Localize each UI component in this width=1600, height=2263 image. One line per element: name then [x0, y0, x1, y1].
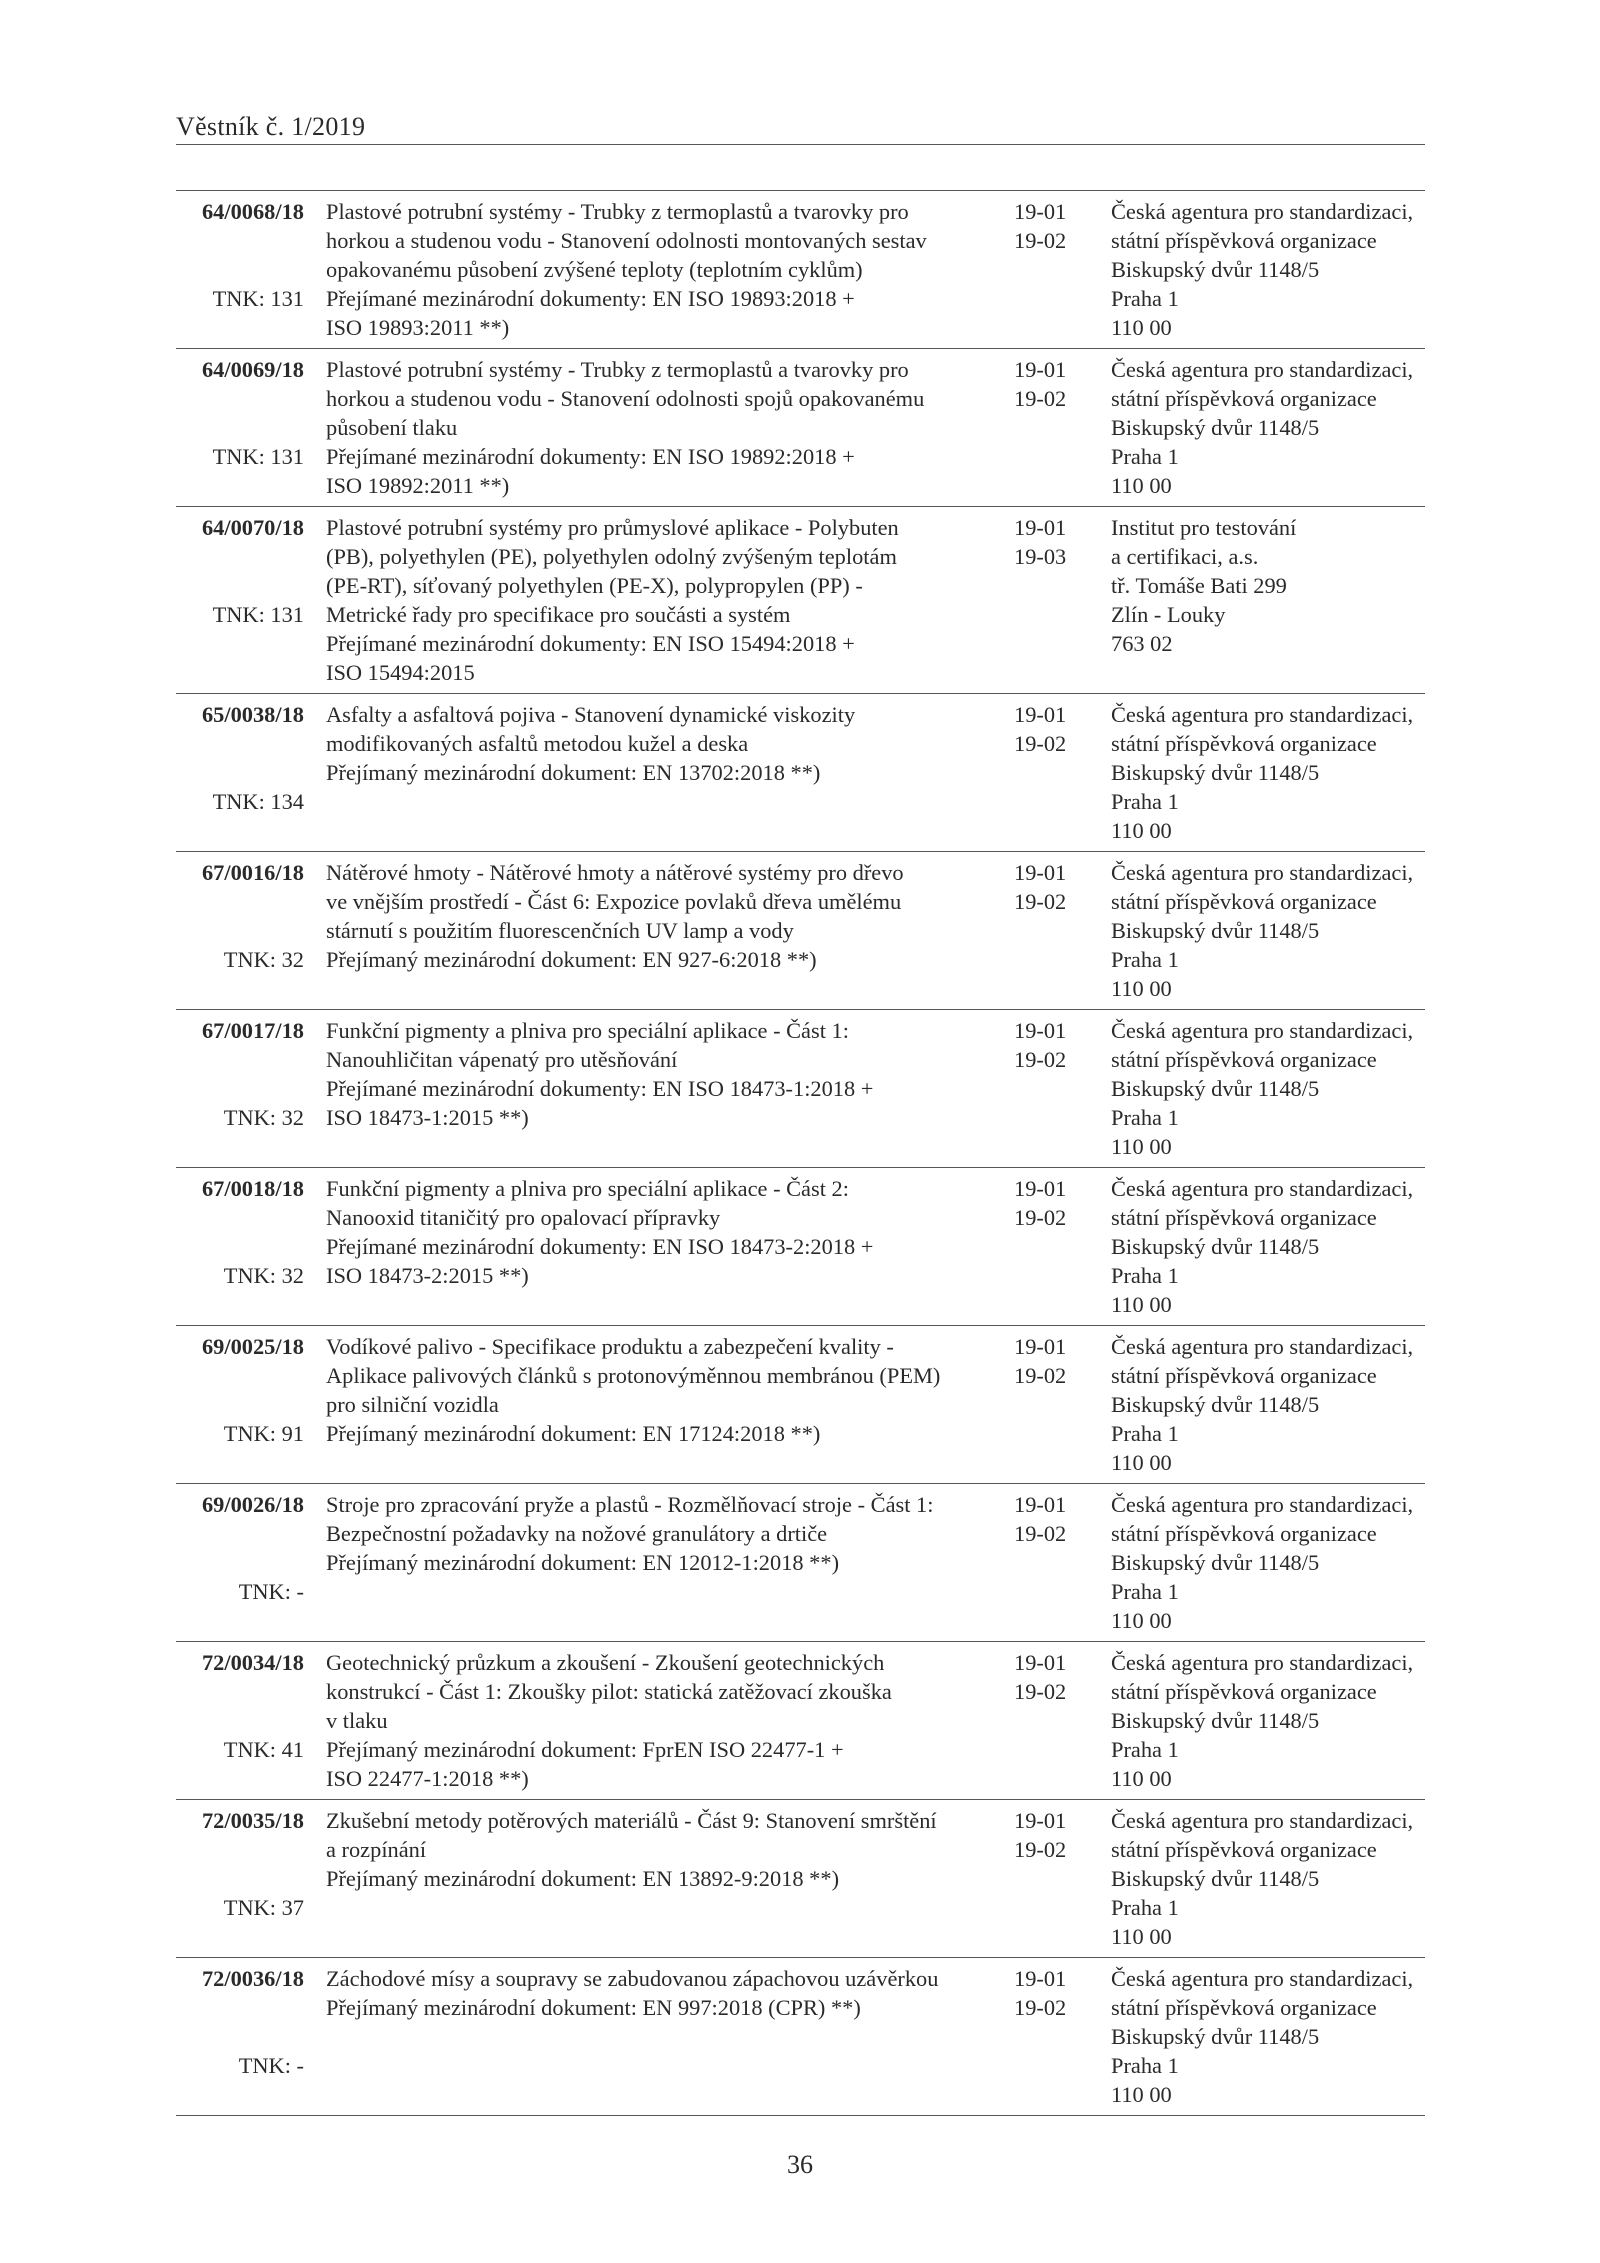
entry-code: 67/0016/18 — [201, 860, 304, 885]
date-value: 19-01 — [1014, 702, 1067, 727]
entry-dates — [1014, 852, 1094, 1010]
organization-line: Praha 1 — [1111, 286, 1179, 311]
entry-code: 64/0068/18 — [201, 199, 304, 224]
date-value: 19-02 — [1014, 1047, 1067, 1072]
entry-number-cell — [176, 1642, 304, 1800]
description-line: Přejímané mezinárodní dokumenty: EN ISO 15494:2018 + — [326, 631, 855, 656]
organization-line: Česká agentura pro standardizaci, — [1111, 357, 1414, 382]
date-value: 19-01 — [1014, 1808, 1067, 1833]
organization-line: tř. Tomáše Bati 299 — [1111, 573, 1287, 598]
description-line: stárnutí s použitím fluorescenčních UV lamp a vody — [326, 918, 794, 943]
organization-line: Zlín - Louky — [1111, 602, 1226, 627]
entry-dates — [1014, 1642, 1094, 1800]
organization-line: státní příspěvková organizace — [1111, 228, 1377, 253]
description-line: ISO 19893:2011 **) — [326, 315, 510, 340]
organization-line: 110 00 — [1111, 976, 1172, 1001]
table-row — [176, 191, 1425, 349]
description-line: Funkční pigmenty a plniva pro speciální aplikace - Část 2: — [326, 1176, 849, 1201]
description-line: Přejímaný mezinárodní dokument: EN 13892-9:2018 **) — [326, 1866, 840, 1891]
organization-line: státní příspěvková organizace — [1111, 1047, 1377, 1072]
organization-line: a certifikaci, a.s. — [1111, 544, 1259, 569]
entry-description — [326, 349, 1014, 507]
description-line: Nanouhličitan vápenatý pro utěsňování — [326, 1047, 678, 1072]
entry-organization — [1111, 1484, 1425, 1642]
entry-tnk: TNK: 131 — [212, 286, 304, 311]
organization-line: 110 00 — [1111, 1292, 1172, 1317]
entry-number-cell — [176, 1010, 304, 1168]
entry-organization — [1111, 1010, 1425, 1168]
entry-description — [326, 694, 1014, 852]
description-line: Geotechnický průzkum a zkoušení - Zkoušení geotechnických — [326, 1650, 885, 1675]
organization-line: 110 00 — [1111, 1450, 1172, 1475]
description-line: opakovanému působení zvýšené teploty (teplotním cyklům) — [326, 257, 863, 282]
entry-dates — [1014, 1010, 1094, 1168]
description-line: ISO 22477-1:2018 **) — [326, 1766, 529, 1791]
organization-line: Biskupský dvůr 1148/5 — [1111, 1550, 1320, 1575]
entry-description — [326, 1642, 1014, 1800]
entry-code: 64/0069/18 — [201, 357, 304, 382]
table-row — [176, 507, 1425, 694]
organization-line: Praha 1 — [1111, 947, 1179, 972]
description-line: Plastové potrubní systémy - Trubky z termoplastů a tvarovky pro — [326, 357, 909, 382]
date-value: 19-02 — [1014, 889, 1067, 914]
entry-tnk: TNK: 41 — [223, 1737, 304, 1762]
date-value: 19-02 — [1014, 1995, 1067, 2020]
entry-code: 72/0036/18 — [201, 1966, 304, 1991]
description-line: Přejímané mezinárodní dokumenty: EN ISO 18473-1:2018 + — [326, 1076, 874, 1101]
table-row — [176, 1958, 1425, 2116]
description-line: modifikovaných asfaltů metodou kužel a deska — [326, 731, 749, 756]
date-value: 19-01 — [1014, 1018, 1067, 1043]
entry-number-cell — [176, 1326, 304, 1484]
description-line: Zkušební metody potěrových materiálů - Část 9: Stanovení smrštění — [326, 1808, 937, 1833]
table-row — [176, 1642, 1425, 1800]
date-value: 19-01 — [1014, 1492, 1067, 1517]
date-value: 19-01 — [1014, 515, 1067, 540]
entry-tnk: TNK: 32 — [223, 1263, 304, 1288]
description-line: horkou a studenou vodu - Stanovení odolnosti spojů opakovanému — [326, 386, 925, 411]
organization-line: Biskupský dvůr 1148/5 — [1111, 918, 1320, 943]
organization-line: Biskupský dvůr 1148/5 — [1111, 415, 1320, 440]
organization-line: Biskupský dvůr 1148/5 — [1111, 257, 1320, 282]
entry-description — [326, 1168, 1014, 1326]
organization-line: Česká agentura pro standardizaci, — [1111, 1966, 1414, 1991]
entry-description — [326, 507, 1014, 694]
entry-number-cell — [176, 1484, 304, 1642]
description-line: Funkční pigmenty a plniva pro speciální aplikace - Část 1: — [326, 1018, 849, 1043]
entry-description — [326, 852, 1014, 1010]
organization-line: 110 00 — [1111, 1924, 1172, 1949]
entry-tnk: TNK: - — [238, 1579, 304, 1604]
organization-line: Česká agentura pro standardizaci, — [1111, 1176, 1414, 1201]
description-line: Přejímaný mezinárodní dokument: FprEN ISO 22477-1 + — [326, 1737, 844, 1762]
date-value: 19-02 — [1014, 1363, 1067, 1388]
organization-line: státní příspěvková organizace — [1111, 1205, 1377, 1230]
date-value: 19-01 — [1014, 1334, 1067, 1359]
date-value: 19-02 — [1014, 1679, 1067, 1704]
entry-description — [326, 1326, 1014, 1484]
description-line: Stroje pro zpracování pryže a plastů - Rozmělňovací stroje - Část 1: — [326, 1492, 934, 1517]
entry-organization — [1111, 852, 1425, 1010]
date-value: 19-02 — [1014, 1205, 1067, 1230]
date-value: 19-01 — [1014, 357, 1067, 382]
organization-line: státní příspěvková organizace — [1111, 1679, 1377, 1704]
organization-line: Praha 1 — [1111, 1105, 1179, 1130]
entry-code: 72/0034/18 — [201, 1650, 304, 1675]
entry-code: 65/0038/18 — [201, 702, 304, 727]
entry-number-cell — [176, 694, 304, 852]
table-row — [176, 1484, 1425, 1642]
organization-line: státní příspěvková organizace — [1111, 731, 1377, 756]
description-line: Metrické řady pro specifikace pro součásti a systém — [326, 602, 791, 627]
entry-dates — [1014, 1800, 1094, 1958]
date-value: 19-01 — [1014, 860, 1067, 885]
standards-table — [176, 190, 1425, 2116]
organization-line: Praha 1 — [1111, 2053, 1179, 2078]
entry-number-cell — [176, 1958, 304, 2116]
organization-line: Česká agentura pro standardizaci, — [1111, 860, 1414, 885]
organization-line: státní příspěvková organizace — [1111, 1837, 1377, 1862]
organization-line: státní příspěvková organizace — [1111, 386, 1377, 411]
standards-table-body — [176, 191, 1425, 2116]
entry-organization — [1111, 694, 1425, 852]
date-value: 19-02 — [1014, 228, 1067, 253]
description-line: Bezpečnostní požadavky na nožové granulátory a drtiče — [326, 1521, 828, 1546]
table-row — [176, 1010, 1425, 1168]
description-line: Přejímané mezinárodní dokumenty: EN ISO 18473-2:2018 + — [326, 1234, 874, 1259]
table-row — [176, 1168, 1425, 1326]
description-line: a rozpínání — [326, 1837, 427, 1862]
table-row — [176, 852, 1425, 1010]
organization-line: 763 02 — [1111, 631, 1173, 656]
date-value: 19-01 — [1014, 199, 1067, 224]
organization-line: Biskupský dvůr 1148/5 — [1111, 1392, 1320, 1417]
entry-organization — [1111, 1958, 1425, 2116]
entry-organization — [1111, 349, 1425, 507]
date-value: 19-02 — [1014, 1521, 1067, 1546]
entry-organization — [1111, 1168, 1425, 1326]
entry-tnk: TNK: 91 — [223, 1421, 304, 1446]
description-line: ISO 18473-1:2015 **) — [326, 1105, 529, 1130]
description-line: Vodíkové palivo - Specifikace produktu a zabezpečení kvality - — [326, 1334, 894, 1359]
description-line: Přejímané mezinárodní dokumenty: EN ISO 19892:2018 + — [326, 444, 855, 469]
description-line: konstrukcí - Část 1: Zkoušky pilot: statická zatěžovací zkouška — [326, 1679, 892, 1704]
description-line: ISO 18473-2:2015 **) — [326, 1263, 529, 1288]
entry-description — [326, 1800, 1014, 1958]
entry-tnk: TNK: 134 — [212, 789, 304, 814]
entry-code: 69/0026/18 — [201, 1492, 304, 1517]
description-line: působení tlaku — [326, 415, 458, 440]
organization-line: Česká agentura pro standardizaci, — [1111, 1808, 1414, 1833]
date-value: 19-02 — [1014, 386, 1067, 411]
description-line: pro silniční vozidla — [326, 1392, 499, 1417]
organization-line: 110 00 — [1111, 315, 1172, 340]
entry-number-cell — [176, 191, 304, 349]
entry-number-cell — [176, 1168, 304, 1326]
description-line: Nanooxid titaničitý pro opalovací přípravky — [326, 1205, 721, 1230]
entry-dates — [1014, 349, 1094, 507]
description-line: Aplikace palivových článků s protonovýměnnou membránou (PEM) — [326, 1363, 941, 1388]
date-value: 19-01 — [1014, 1176, 1067, 1201]
entry-dates — [1014, 694, 1094, 852]
entry-description — [326, 191, 1014, 349]
organization-line: Česká agentura pro standardizaci, — [1111, 1018, 1414, 1043]
entry-organization — [1111, 1642, 1425, 1800]
date-value: 19-01 — [1014, 1650, 1067, 1675]
organization-line: Praha 1 — [1111, 1421, 1179, 1446]
description-line: Asfalty a asfaltová pojiva - Stanovení dynamické viskozity — [326, 702, 856, 727]
organization-line: Institut pro testování — [1111, 515, 1297, 540]
organization-line: Česká agentura pro standardizaci, — [1111, 1334, 1414, 1359]
entry-code: 64/0070/18 — [201, 515, 304, 540]
table-row — [176, 1800, 1425, 1958]
entry-dates — [1014, 507, 1094, 694]
date-value: 19-02 — [1014, 1837, 1067, 1862]
organization-line: Biskupský dvůr 1148/5 — [1111, 1234, 1320, 1259]
organization-line: 110 00 — [1111, 1766, 1172, 1791]
entry-description — [326, 1958, 1014, 2116]
description-line: (PB), polyethylen (PE), polyethylen odolný zvýšeným teplotám — [326, 544, 897, 569]
organization-line: 110 00 — [1111, 473, 1172, 498]
entry-number-cell — [176, 1800, 304, 1958]
entry-code: 67/0017/18 — [201, 1018, 304, 1043]
entry-code: 67/0018/18 — [201, 1176, 304, 1201]
entry-organization — [1111, 191, 1425, 349]
entry-number-cell — [176, 349, 304, 507]
organization-line: 110 00 — [1111, 2082, 1172, 2107]
description-line: ISO 15494:2015 — [326, 660, 475, 685]
description-line: v tlaku — [326, 1708, 388, 1733]
description-line: Přejímané mezinárodní dokumenty: EN ISO 19893:2018 + — [326, 286, 855, 311]
organization-line: Česká agentura pro standardizaci, — [1111, 199, 1414, 224]
entry-dates — [1014, 1484, 1094, 1642]
description-line: Přejímaný mezinárodní dokument: EN 997:2018 (CPR) **) — [326, 1995, 861, 2020]
organization-line: Česká agentura pro standardizaci, — [1111, 1492, 1414, 1517]
page-header-title: Věstník č. 1/2019 — [176, 112, 366, 141]
date-value: 19-01 — [1014, 1966, 1067, 1991]
organization-line: státní příspěvková organizace — [1111, 1363, 1377, 1388]
entry-tnk: TNK: 32 — [223, 947, 304, 972]
entry-dates — [1014, 1168, 1094, 1326]
description-line: Plastové potrubní systémy pro průmyslové aplikace - Polybuten — [326, 515, 899, 540]
entry-description — [326, 1484, 1014, 1642]
page-number: 36 — [787, 2150, 813, 2179]
organization-line: státní příspěvková organizace — [1111, 889, 1377, 914]
organization-line: Biskupský dvůr 1148/5 — [1111, 760, 1320, 785]
entry-tnk: TNK: 131 — [212, 444, 304, 469]
entry-number-cell — [176, 507, 304, 694]
entry-dates — [1014, 1326, 1094, 1484]
entry-organization — [1111, 1326, 1425, 1484]
organization-line: Biskupský dvůr 1148/5 — [1111, 1076, 1320, 1101]
organization-line: Biskupský dvůr 1148/5 — [1111, 1866, 1320, 1891]
entry-organization — [1111, 1800, 1425, 1958]
entry-description — [326, 1010, 1014, 1168]
organization-line: Praha 1 — [1111, 1263, 1179, 1288]
date-value: 19-02 — [1014, 731, 1067, 756]
organization-line: Biskupský dvůr 1148/5 — [1111, 1708, 1320, 1733]
description-line: Přejímaný mezinárodní dokument: EN 927-6:2018 **) — [326, 947, 817, 972]
organization-line: Praha 1 — [1111, 789, 1179, 814]
description-line: (PE-RT), síťovaný polyethylen (PE-X), polypropylen (PP) - — [326, 573, 863, 598]
organization-line: Praha 1 — [1111, 1579, 1179, 1604]
entry-dates — [1014, 1958, 1094, 2116]
table-row — [176, 349, 1425, 507]
header-rule — [176, 144, 1425, 145]
organization-line: 110 00 — [1111, 1608, 1172, 1633]
entry-tnk: TNK: - — [238, 2053, 304, 2078]
organization-line: Česká agentura pro standardizaci, — [1111, 1650, 1414, 1675]
organization-line: Praha 1 — [1111, 444, 1179, 469]
description-line: horkou a studenou vodu - Stanovení odolnosti montovaných sestav — [326, 228, 927, 253]
organization-line: Praha 1 — [1111, 1737, 1179, 1762]
date-value: 19-03 — [1014, 544, 1067, 569]
description-line: Nátěrové hmoty - Nátěrové hmoty a nátěrové systémy pro dřevo — [326, 860, 904, 885]
description-line: ISO 19892:2011 **) — [326, 473, 510, 498]
organization-line: Praha 1 — [1111, 1895, 1179, 1920]
organization-line: státní příspěvková organizace — [1111, 1995, 1377, 2020]
table-row — [176, 694, 1425, 852]
organization-line: Česká agentura pro standardizaci, — [1111, 702, 1414, 727]
entry-tnk: TNK: 37 — [223, 1895, 304, 1920]
entry-tnk: TNK: 32 — [223, 1105, 304, 1130]
entry-dates — [1014, 191, 1094, 349]
entry-tnk: TNK: 131 — [212, 602, 304, 627]
description-line: Přejímaný mezinárodní dokument: EN 12012-1:2018 **) — [326, 1550, 840, 1575]
organization-line: Biskupský dvůr 1148/5 — [1111, 2024, 1320, 2049]
organization-line: 110 00 — [1111, 818, 1172, 843]
description-line: ve vnějším prostředí - Část 6: Expozice povlaků dřeva umělému — [326, 889, 902, 914]
organization-line: státní příspěvková organizace — [1111, 1521, 1377, 1546]
description-line: Záchodové mísy a soupravy se zabudovanou zápachovou uzávěrkou — [326, 1966, 939, 1991]
description-line: Přejímaný mezinárodní dokument: EN 13702:2018 **) — [326, 760, 821, 785]
description-line: Plastové potrubní systémy - Trubky z termoplastů a tvarovky pro — [326, 199, 909, 224]
description-line: Přejímaný mezinárodní dokument: EN 17124:2018 **) — [326, 1421, 821, 1446]
entry-organization — [1111, 507, 1425, 694]
entry-code: 69/0025/18 — [201, 1334, 304, 1359]
organization-line: 110 00 — [1111, 1134, 1172, 1159]
entry-number-cell — [176, 852, 304, 1010]
entry-code: 72/0035/18 — [201, 1808, 304, 1833]
table-row — [176, 1326, 1425, 1484]
